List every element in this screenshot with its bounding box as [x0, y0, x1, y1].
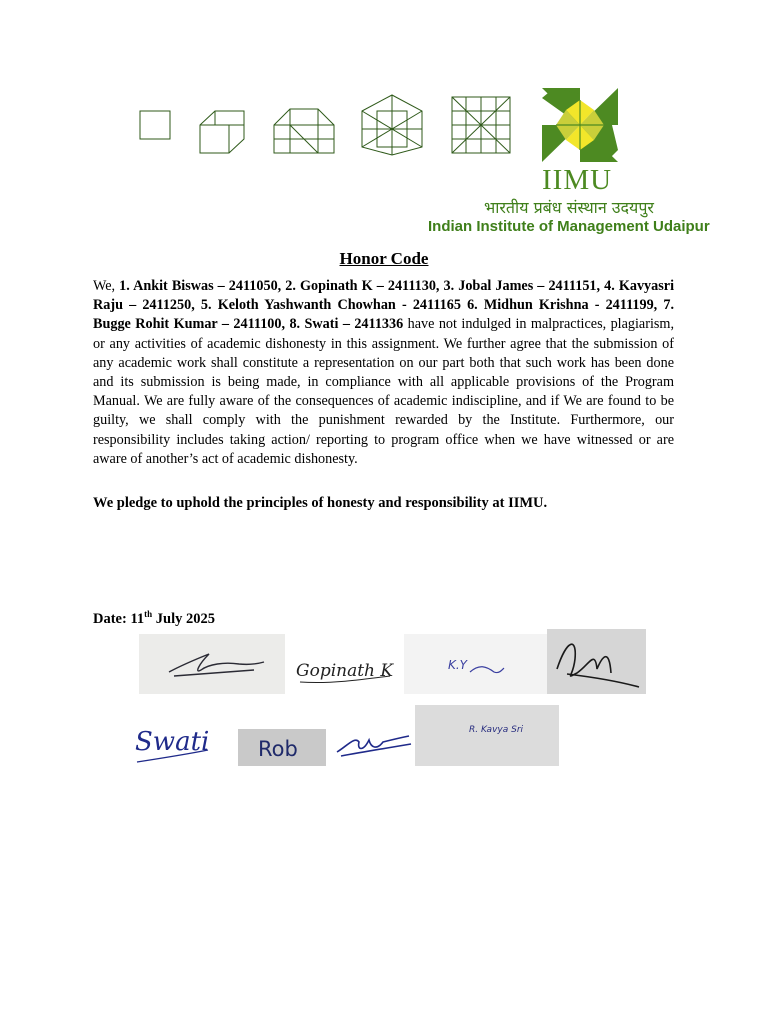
date-suffix: th — [144, 609, 153, 619]
signature-ankit — [139, 634, 285, 694]
member-4: 4. Kavyasri Raju – 2411250, — [93, 278, 675, 314]
logo-english-name: Indian Institute of Management Udaipur — [428, 218, 710, 235]
signature-gopinath-text: Gopinath K — [296, 661, 394, 681]
construction-step-4 — [362, 95, 422, 155]
signature-swati — [93, 710, 236, 766]
intro-text: We, — [93, 278, 120, 294]
signature-swati-text: Swati — [135, 727, 210, 757]
signature-gopinath — [290, 642, 398, 690]
construction-step-2 — [200, 111, 244, 153]
honor-code-paragraph — [93, 277, 674, 469]
construction-step-5 — [452, 97, 510, 153]
signature-kavyasri — [415, 705, 559, 766]
member-6: 6. Midhun Krishna - 2411199, — [467, 297, 664, 314]
member-5: 5. Keloth Yashwanth Chowhan - 2411165 — [200, 297, 468, 314]
member-7: 7. Bugge Rohit Kumar – 2411100, — [93, 297, 674, 333]
signature-kavya — [404, 634, 547, 694]
member-8: 8. Swati – 2411336 — [289, 316, 404, 333]
signature-rohit-text: Rob — [258, 737, 298, 761]
date-label: Date: 11 — [93, 610, 145, 627]
iimu-pinwheel-logo — [542, 88, 618, 162]
construction-step-3 — [274, 109, 334, 153]
signature-kavya-text: K.Y — [448, 658, 468, 672]
pledge-statement: We pledge to uphold the principles of honesty and responsibility at IIMU. — [93, 495, 548, 511]
construction-square — [140, 111, 170, 139]
date-line — [93, 609, 215, 628]
member-3: 3. Jobal James – 2411151, — [443, 278, 605, 294]
date-rest: July 2025 — [152, 610, 215, 627]
signature-rohit — [238, 729, 326, 766]
member-1: 1. Ankit Biswas – 2411050, — [119, 278, 286, 294]
logo-hindi-name: भारतीय प्रबंध संस्थान उदयपुर — [484, 198, 654, 217]
signature-kavyasri-text: R. Kavya Sri — [469, 725, 524, 735]
signature-keloth — [547, 629, 646, 694]
document-title: Honor Code — [339, 249, 429, 268]
honor-code-body: have not indulged in malpractices, plagiarism, or any activities of academic dishonesty in this assignment. We further agree that the submission of any academic work shall constitute a representation on our part both that such work has been done and its submission is being made, in compliance with all applicable provisions of the Program Manual. We are fully aware of the consequences of academic indiscipline, and if We are found to be guilty, we shall comply with the punishment rewarded by the Institute. Furthermore, our responsibility includes taking action/ reporting to program office when we have witnessed or are aware of another’s act of academic dishonesty. — [93, 316, 674, 467]
member-2: 2. Gopinath K – 2411130, — [285, 278, 444, 294]
logo-abbreviation: IIMU — [542, 164, 613, 196]
signature-bugge — [333, 722, 413, 766]
